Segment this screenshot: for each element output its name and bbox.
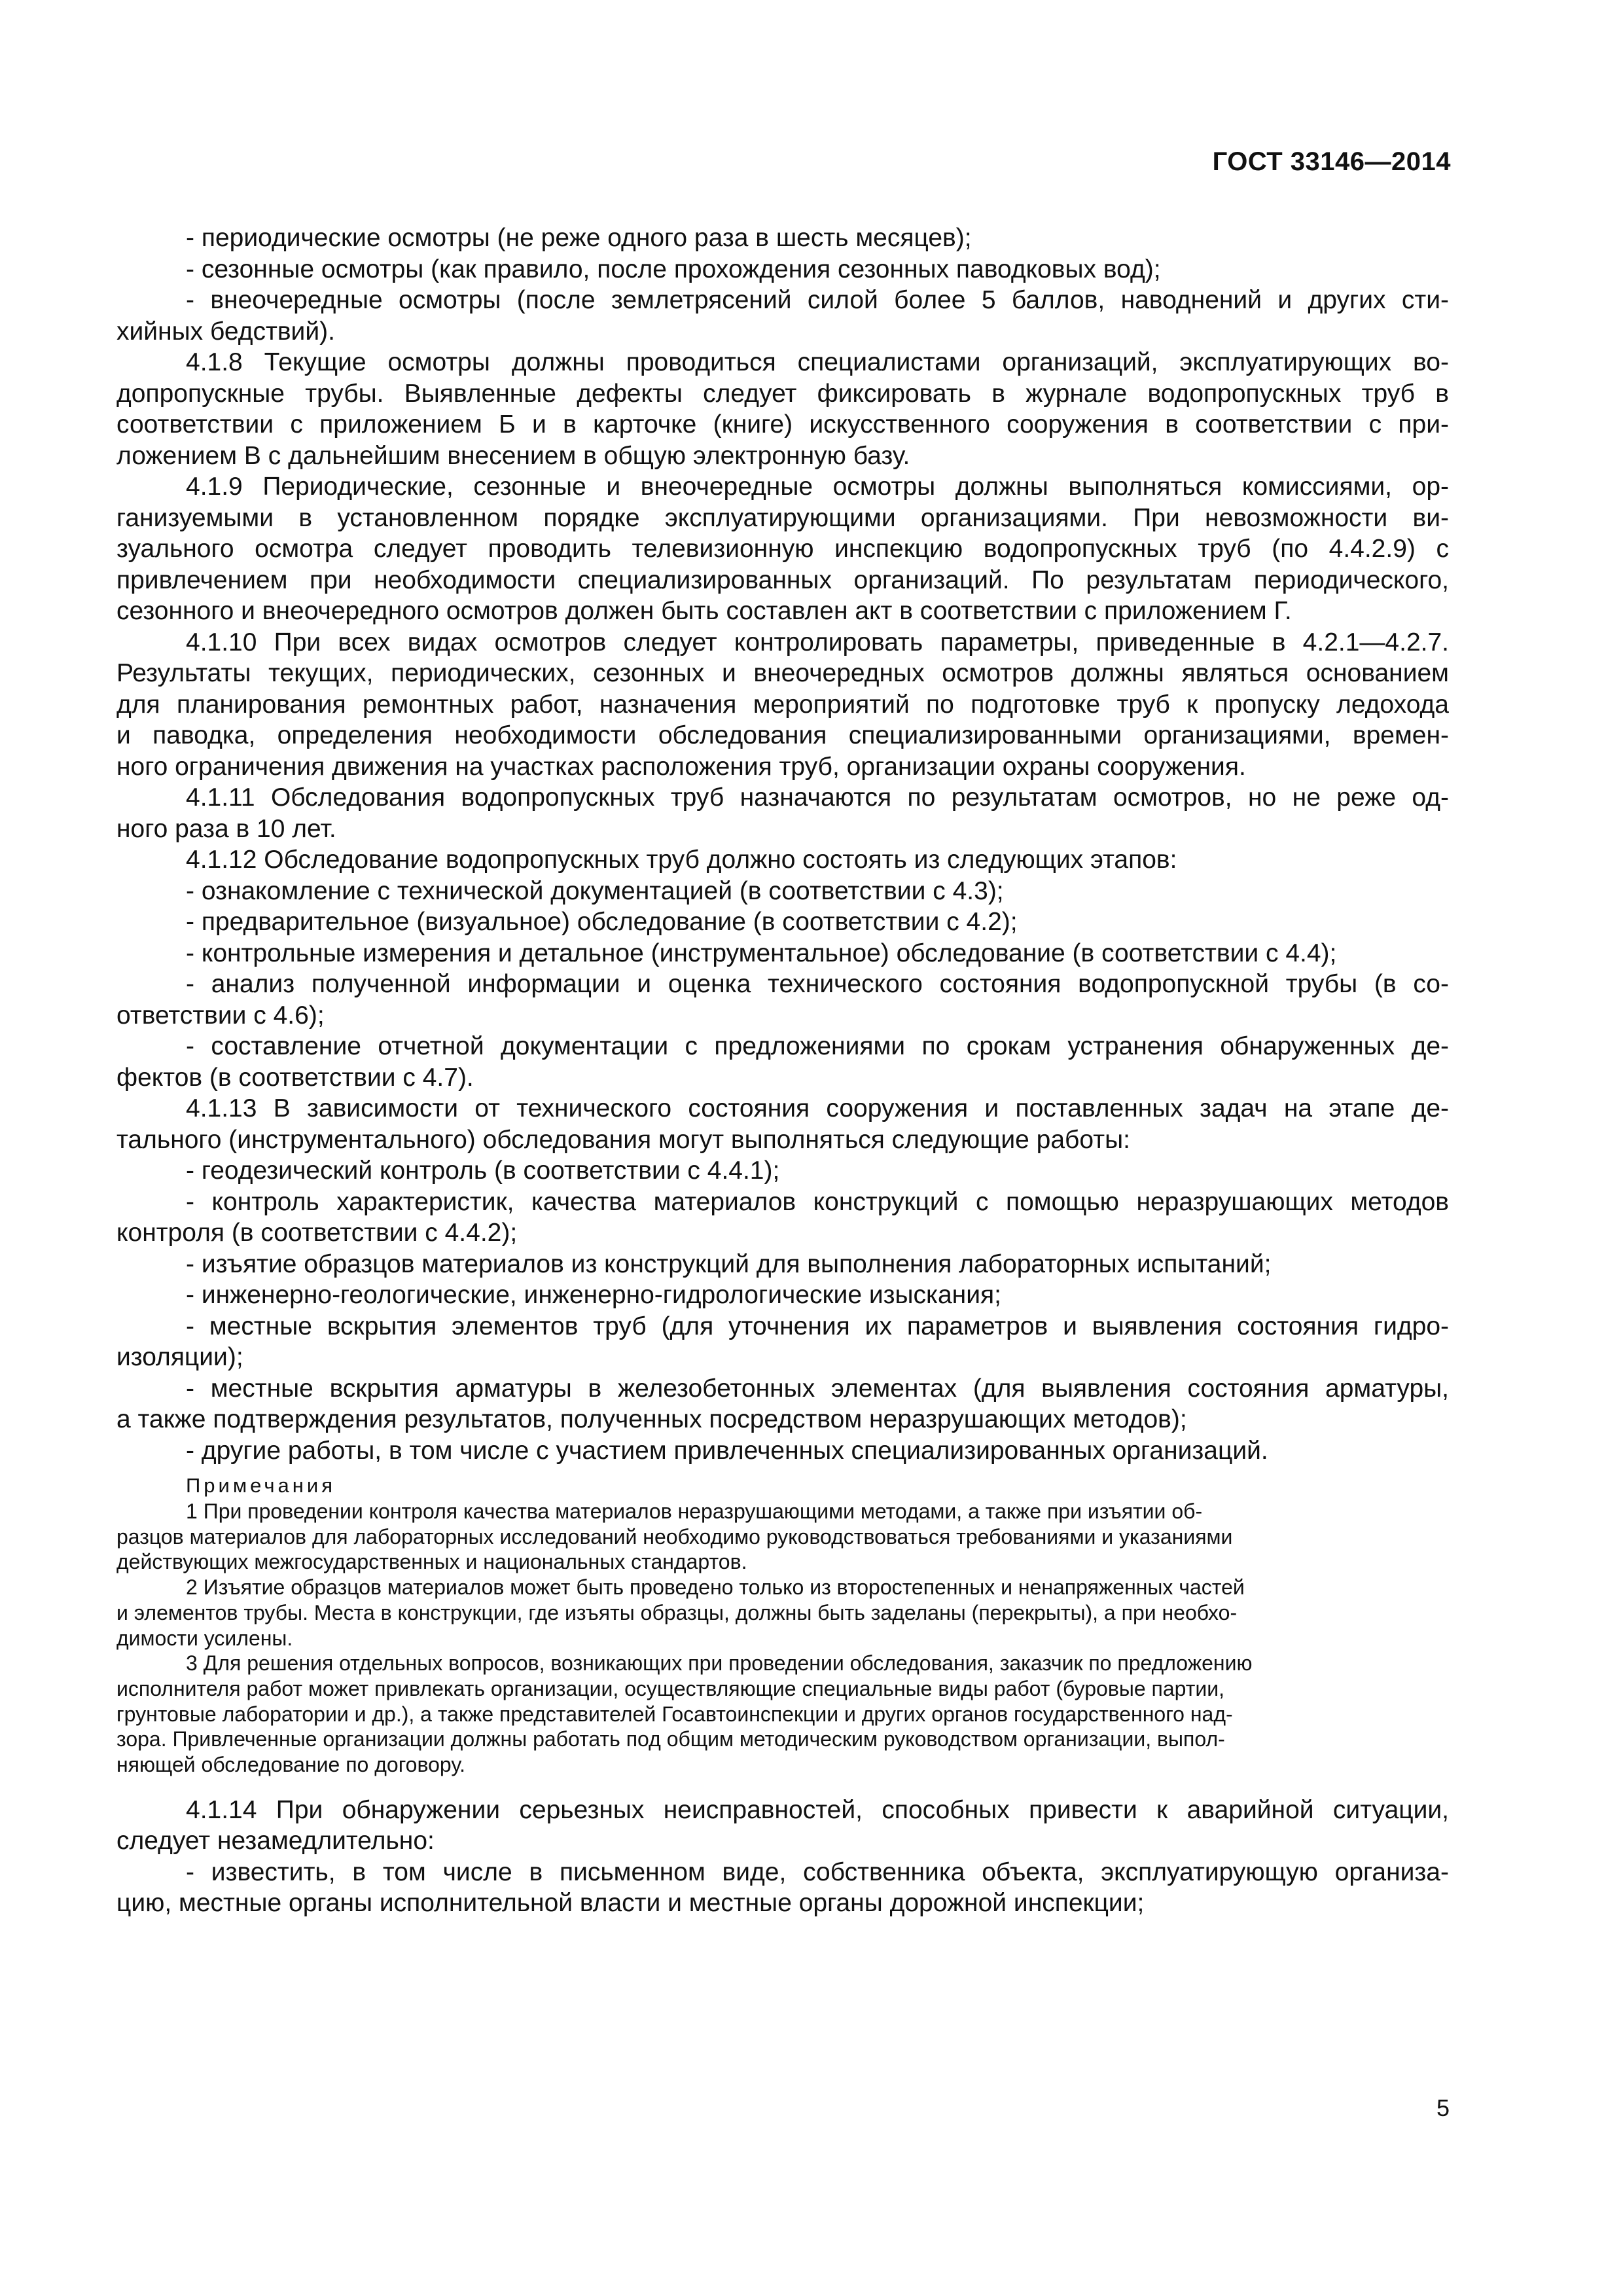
paragraph-line: соответствии с приложением Б и в карточке (книге) искусственного сооружения в соответствии с при- (116, 410, 1449, 439)
clause-4-1-12: 4.1.12 Обследование водопропускных труб должно состоять из следующих этапов: (186, 846, 1177, 874)
list-item: - местные вскрытия элементов труб (для уточнения их параметров и выявления состояния гидро- (186, 1312, 1449, 1340)
list-item: - геодезический контроль (в соответствии с 4.4.1); (186, 1157, 780, 1185)
paragraph-line: привлечением при необходимости специализированных организаций. По результатам периодического, (116, 565, 1449, 594)
paragraph-line: ганизуемыми в установленном порядке эксплуатирующими организациями. При невозможности ви- (116, 503, 1449, 532)
list-item: - местные вскрытия арматуры в железобетонных элементах (для выявления состояния арматуры, (186, 1374, 1449, 1403)
list-item-continuation: хийных бедствий). (116, 317, 335, 346)
note-2: 2 Изъятие образцов материалов может быть проведено только из второстепенных и ненапряженных частей (186, 1575, 1245, 1600)
paragraph-line: и паводка, определения необходимости обследования специализированными организациями, времен- (116, 721, 1449, 749)
section-gap (116, 1778, 1449, 1795)
paragraph-line: ного ограничения движения на участках расположения труб, организации охраны сооружения. (116, 752, 1246, 781)
list-item: - внеочередные осмотры (после землетрясений силой более 5 баллов, наводнений и других сти- (186, 286, 1449, 314)
paragraph-line: тального (инструментального) обследования могут выполняться следующие работы: (116, 1125, 1130, 1154)
document-body (116, 223, 1449, 1919)
page-number: 5 (1436, 2094, 1450, 2121)
list-item: - ознакомление с технической документацией (в соответствии с 4.3); (186, 876, 1004, 905)
note-line: няющей обследование по договору. (116, 1753, 466, 1777)
list-item: - известить, в том числе в письменном виде, собственника объекта, эксплуатирующую организа- (186, 1857, 1449, 1886)
list-item: - составление отчетной документации с предложениями по срокам устранения обнаруженных де- (186, 1032, 1449, 1060)
note-3: 3 Для решения отдельных вопросов, возникающих при проведении обследования, заказчик по предложению (186, 1651, 1253, 1676)
paragraph-line: ного раза в 10 лет. (116, 814, 336, 843)
paragraph-line: сезонного и внеочередного осмотров должен быть составлен акт в соответствии с приложением Г. (116, 597, 1292, 625)
paragraph-line: ложением В с дальнейшим внесением в общую электронную базу. (116, 441, 910, 470)
list-item: - контрольные измерения и детальное (инструментальное) обследование (в соответствии с 4.4); (186, 939, 1337, 967)
list-item: - сезонные осмотры (как правило, после прохождения сезонных паводковых вод); (186, 255, 1161, 283)
list-item-continuation: фектов (в соответствии с 4.7). (116, 1063, 474, 1092)
note-line: исполнителя работ может привлекать организации, осуществляющие специальные виды работ (буровые партии, (116, 1676, 1225, 1700)
note-line: и элементов трубы. Места в конструкции, где изъяты образцы, должны быть заделаны (перекрыты), а при необхо- (116, 1600, 1238, 1624)
list-item-continuation: а также подтверждения результатов, полученных посредством неразрушающих методов); (116, 1405, 1187, 1433)
clause-4-1-14: 4.1.14 При обнаружении серьезных неисправностей, способных привести к аварийной ситуации, (186, 1795, 1449, 1824)
list-item-continuation: цию, местные органы исполнительной власти и местные органы дорожной инспекции; (116, 1889, 1145, 1918)
paragraph-line: допропускные трубы. Выявленные дефекты следует фиксировать в журнале водопропускных труб в (116, 379, 1449, 408)
document-header: ГОСТ 33146—2014 (1212, 147, 1451, 176)
note-line: димости усилены. (116, 1626, 293, 1650)
clause-4-1-10: 4.1.10 При всех видах осмотров следует контролировать параметры, приведенные в 4.2.1—4.2.7. (186, 628, 1449, 656)
note-1: 1 При проведении контроля качества материалов неразрушающими методами, а также при изъятии об- (186, 1499, 1203, 1523)
list-item: - периодические осмотры (не реже одного раза в шесть месяцев); (186, 224, 972, 252)
clause-4-1-11: 4.1.11 Обследования водопропускных труб назначаются по результатам осмотров, но не реже од- (186, 783, 1449, 812)
list-item-continuation: изоляции); (116, 1343, 243, 1371)
paragraph-line: зуального осмотра следует проводить телевизионную инспекцию водопропускных труб (по 4.4.2.9) с (116, 535, 1449, 563)
clause-4-1-9: 4.1.9 Периодические, сезонные и внеочередные осмотры должны выполняться комиссиями, ор- (186, 473, 1449, 501)
list-item: - предварительное (визуальное) обследование (в соответствии с 4.2); (186, 908, 1018, 936)
list-item-continuation: ответствии с 4.6); (116, 1001, 325, 1030)
clause-4-1-13: 4.1.13 В зависимости от технического состояния сооружения и поставленных задач на этапе де- (186, 1094, 1449, 1122)
note-line: действующих межгосударственных и национальных стандартов. (116, 1550, 747, 1574)
note-line: разцов материалов для лабораторных исследований необходимо руководствоваться требованиями и указаниями (116, 1524, 1233, 1549)
list-item-continuation: контроля (в соответствии с 4.4.2); (116, 1219, 518, 1247)
notes-heading: Примечания (186, 1474, 336, 1497)
list-item: - инженерно-геологические, инженерно-гидрологические изыскания; (186, 1281, 1001, 1309)
clause-4-1-8: 4.1.8 Текущие осмотры должны проводиться специалистами организаций, эксплуатирующих во- (186, 348, 1449, 376)
list-item: - другие работы, в том числе с участием привлеченных специализированных организаций. (186, 1436, 1268, 1465)
paragraph-line: следует незамедлительно: (116, 1827, 435, 1856)
list-item: - изъятие образцов материалов из конструкций для выполнения лабораторных испытаний; (186, 1249, 1272, 1278)
paragraph-line: для планирования ремонтных работ, назначения мероприятий по подготовке труб к пропуску ледохода (116, 690, 1449, 719)
paragraph-line: Результаты текущих, периодических, сезонных и внеочередных осмотров должны являться основанием (116, 659, 1449, 687)
note-line: грунтовые лаборатории и др.), а также представителей Госавтоинспекции и других органов государственного над- (116, 1702, 1233, 1726)
list-item: - анализ полученной информации и оценка технического состояния водопропускной трубы (в со- (186, 970, 1449, 998)
note-line: зора. Привлеченные организации должны работать под общим методическим руководством организации, выпол- (116, 1727, 1225, 1751)
list-item: - контроль характеристик, качества материалов конструкций с помощью неразрушающих методов (186, 1187, 1449, 1216)
